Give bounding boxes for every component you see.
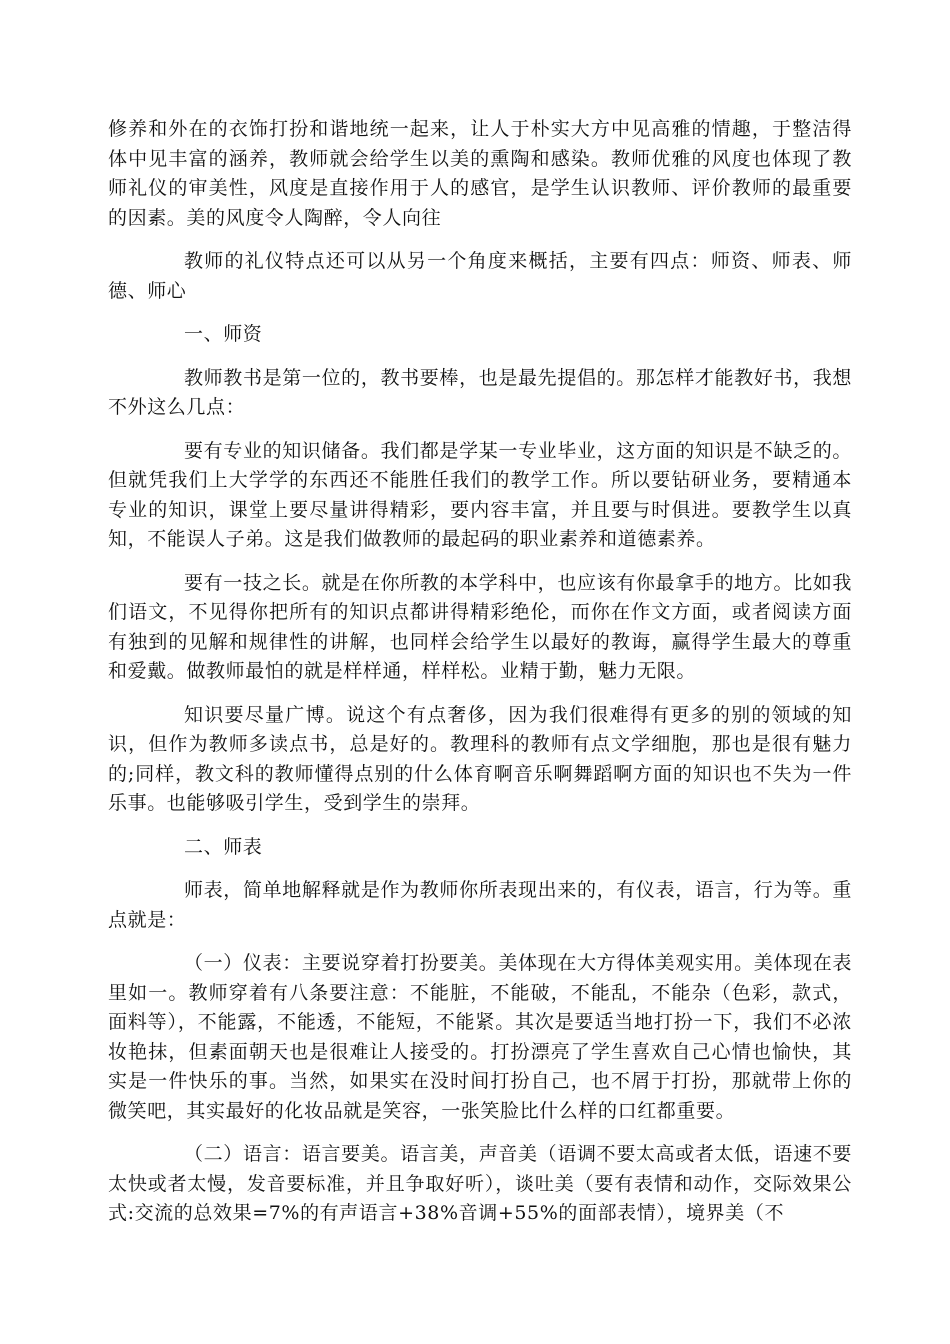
- paragraph-8: （一）仪表：主要说穿着打扮要美。美体现在大方得体美观实用。美体现在表里如一。教师穿着有八条要注意：不能脏，不能破，不能乱，不能杂（色彩，款式，面料等），不能露，不能透，不能短，不能紧。其次是要适当地打扮一下，我们不必浓妆艳抹，但素面朝天也是很难让人接受的。打扮漂亮了学生喜欢自己心情也愉快，其实是一件快乐的事。当然，如果实在没时间打扮自己，也不屑于打扮，那就带上你的微笑吧，其实最好的化妆品就是笑容，一张笑脸比什么样的口红都重要。: [108, 952, 852, 1122]
- paragraph-7: 师表，简单地解释就是作为教师你所表现出来的，有仪表，语言，行为等。重点就是：: [108, 879, 852, 931]
- paragraph-1: 修养和外在的衣饰打扮和谐地统一起来，让人于朴实大方中见高雅的情趣，于整洁得体中见丰富的涵养，教师就会给学生以美的熏陶和感染。教师优雅的风度也体现了教师礼仪的审美性，风度是直接作用于人的感官，是学生认识教师、评价教师的最重要的因素。美的风度令人陶醉，令人向往: [108, 118, 852, 229]
- paragraph-2: 教师的礼仪特点还可以从另一个角度来概括，主要有四点：师资、师表、师德、师心: [108, 250, 852, 302]
- paragraph-4: 要有专业的知识储备。我们都是学某一专业毕业，这方面的知识是不缺乏的。但就凭我们上大学学的东西还不能胜任我们的教学工作。所以要钻研业务，要精通本专业的知识，课堂上要尽量讲得精彩，要内容丰富，并且要与时俱进。要教学生以真知，不能误人子弟。这是我们做教师的最起码的职业素养和道德素养。: [108, 439, 852, 550]
- paragraph-5: 要有一技之长。就是在你所教的本学科中，也应该有你最拿手的地方。比如我们语文，不见得你把所有的知识点都讲得精彩绝伦，而你在作文方面，或者阅读方面有独到的见解和规律性的讲解，也同样会给学生以最好的教诲，赢得学生最大的尊重和爱戴。做教师最怕的就是样样通，样样松。业精于勤，魅力无限。: [108, 571, 852, 682]
- paragraph-3: 教师教书是第一位的，教书要棒，也是最先提倡的。那怎样才能教好书，我想不外这么几点：: [108, 366, 852, 418]
- paragraph-9: （二）语言：语言要美。语言美，声音美（语调不要太高或者太低，语速不要太快或者太慢，发音要标准，并且争取好听），谈吐美（要有表情和动作，交际效果公式:交流的总效果=7%的有声语言+38%音调+55%的面部表情），境界美（不: [108, 1143, 852, 1224]
- paragraph-6: 知识要尽量广博。说这个有点奢侈，因为我们很难得有更多的别的领域的知识，但作为教师多读点书，总是好的。教理科的教师有点文学细胞，那也是很有魅力的;同样，教文科的教师懂得点别的什么体育啊音乐啊舞蹈啊方面的知识也不失为一件乐事。也能够吸引学生，受到学生的崇拜。: [108, 703, 852, 814]
- section-heading-1: 一、师资: [184, 323, 263, 345]
- section-heading-2: 二、师表: [184, 835, 263, 858]
